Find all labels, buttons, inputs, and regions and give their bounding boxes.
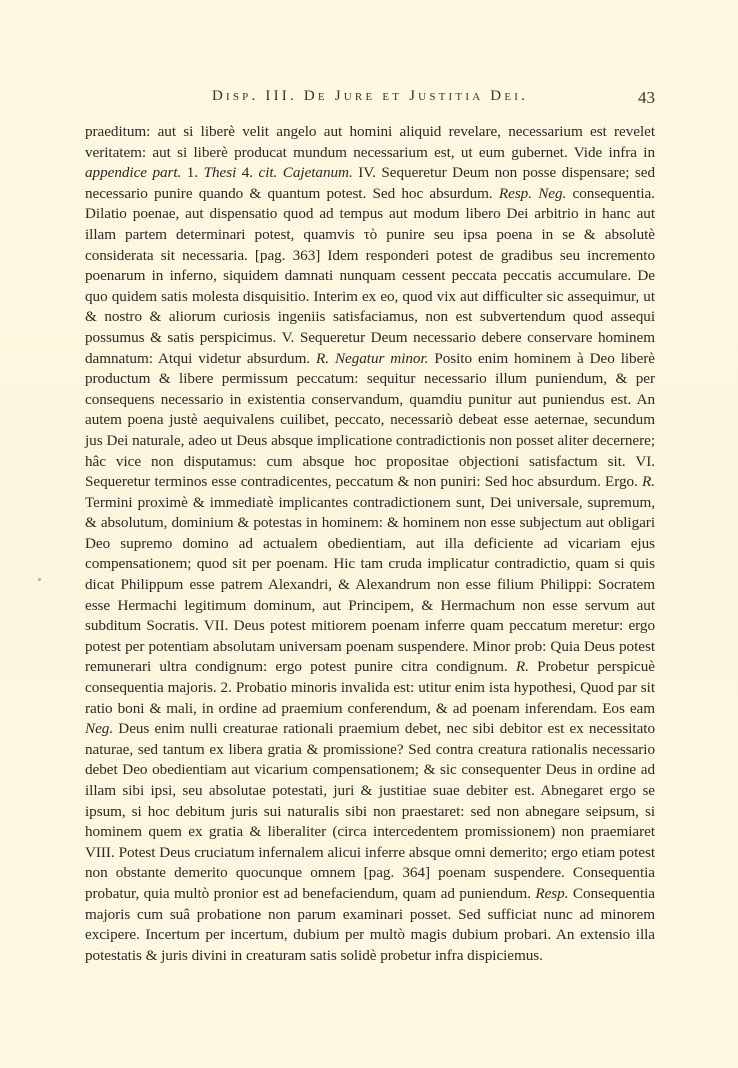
- margin-speck: [38, 578, 41, 581]
- italic-run: Resp. Neg.: [498, 184, 567, 202]
- text-run: consequentia. Dilatio poenae, aut dispensatio quod ad tempus aut modum libero Dei arbitrio in hanc aut illam partem determinari potest, quamvis τὸ punire seu ipsa poena in se & absolutè considerata sit necessaria. [pag. 363] Idem responderi potest de gradibus seu incremento poenarum in inferno, siquidem damnati nunquam cessent peccata peccatis accumulare. De quo quidem satis molesta disquisitio. Interim ex eo, quod vix aut difficulter sic assequimur, ut & nostro & aliorum curiosis ingeniis satisfaciamus, non est subvertendum quod assequi possumus & satis perspicimus. V. Sequeretur Deum necessario debere conservare hominem damnatum: Atqui videtur absurdum.: [85, 184, 655, 367]
- italic-run: Neg.: [85, 720, 114, 738]
- italic-run: Thesi: [203, 164, 237, 182]
- italic-run: R.: [515, 658, 529, 676]
- text-run: Deus enim nulli creaturae rationali praemium debet, nec sibi debitor est ex necessitato naturae, sed tantum ex libera gratia & promissione? Sed contra creatura rationalis necessario debet Deo obedientiam aut vicarium compensationem; & sic consequenter Deus in ordine ad illam sibi ipsi, seu absolutae potestati, juri & justitiae suae debiter est. Abnegaret ergo se ipsum, si hoc debitum juris sui naturalis sibi non praestaret: sed non abnegare seipsum, si hominem quem ex gratia & liberaliter (circa intercedentem promissionem) non praemiaret VIII. Potest Deus cruciatum infernalem alicui inferre absque omni demerito; ergo etiam potest non obstante demerito quocunque omnem [pag. 364] poenam suspendere. Consequentia probatur, quia multò pronior est ad benefaciendum, quam ad puniendum.: [85, 720, 655, 902]
- text-run: 4.: [236, 164, 259, 182]
- paragraph: [85, 122, 655, 966]
- italic-run: Resp.: [535, 884, 569, 902]
- page-number: 43: [638, 88, 655, 107]
- italic-run: cit. Cajetanum.: [258, 164, 353, 182]
- text-run: Termini proximè & immediatè implicantes contradictionem sunt, Dei universale, supremum, & absolutum, dominium & potestas in hominem: & hominem non esse subjectum aut obligari Deo supremo domino ad actualem obedientiam, aut illa deficiente ad vicariam ejus compensationem; quod sit per poenam. Hic tam cruda implicatur contradictio, quam si quis dicat Philippum esse patrem Alexandri, & Alexandrum non esse filium Philippi: Socratem esse Hermachi legitimum dominum, aut Principem, & Hermachum non esse servum aut subditum Socratis. VII. Deus potest mitiorem poenam inferre quam peccatum meretur: ergo potest per potentiam absolutam universam poenam suspendere. Minor prob: Quia Deus potest remunerari ultra condignum: ergo potest punire citra condignum.: [85, 493, 655, 676]
- text-run: 1.: [181, 164, 204, 182]
- text-run: IV. Sequeretur Deum non posse dispensare; sed necessario punire quando & quantum potest. Sed hoc absurdum.: [85, 164, 656, 202]
- italic-run: R.: [642, 473, 655, 491]
- text-run: praeditum: aut si liberè velit angelo aut homini aliquid revelare, necessarium est revelet veritatem: aut si liberè producat mundum necessarium est, ut eum gubernet. Vide infra in: [85, 123, 655, 161]
- text-run: Posito enim hominem à Deo liberè productum & libere permissum peccatum: sequitur necessario illum puniendum, & per consequens necessario in existentia conservandum, quamdiu punitur aut puniendus est. An autem poena justè aequivalens cuilibet, peccato, necessariò debeat esse aeternae, secundum jus Dei naturale, adeo ut Deus absque implicatione contradictionis non posset aliter decernere; hâc vice non disputamus: cum absque hoc propositae objectioni satisfactum sit. VI. Sequeretur terminos esse contradicentes, peccatum & non puniri: Sed hoc absurdum. Ergo.: [85, 349, 655, 491]
- page-header: [85, 88, 655, 110]
- text-run: Consequentia majoris cum suâ probatione non parum examinari posset. Sed sufficiat nunc ad minorem excipere. Incertum per incertum, dubium per multò magis dubium probari. An extensio illa potestatis & juris divini in creaturam satis solidè probetur infra dispiciemus.: [85, 884, 655, 964]
- running-head: Disp. III. De Jure et Justitia Dei.: [211, 88, 529, 104]
- italic-run: appendice part.: [85, 164, 182, 182]
- italic-run: R. Negatur minor.: [316, 349, 429, 367]
- body-text: [85, 122, 655, 966]
- text-run: Probetur perspicuè consequentia majoris. 2. Probatio minoris invalida est: utitur enim ista hypothesi, Quod par sit ratio boni & mali, in ordine ad praemium conferendum, & ad poenam inferendam. Eos eam: [85, 658, 655, 717]
